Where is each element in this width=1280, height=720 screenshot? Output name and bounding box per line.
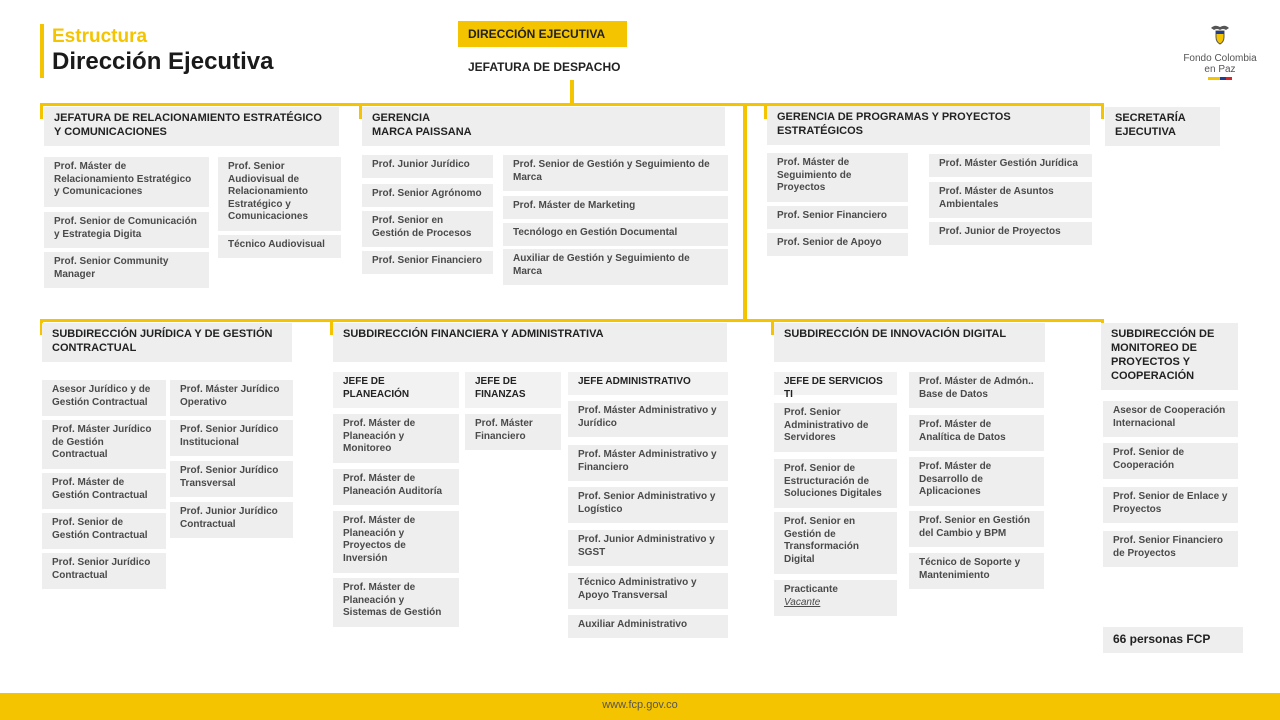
org-role-box: Prof. Senior de Apoyo (767, 233, 908, 256)
org-role-box: Tecnólogo en Gestión Documental (503, 223, 728, 246)
connector-line (40, 319, 1104, 322)
org-role-box: Auxiliar de Gestión y Seguimiento de Marca (503, 249, 728, 285)
org-role-box: Prof. Junior Jurídico Contractual (170, 502, 293, 538)
connector-line (743, 103, 747, 321)
subdireccion-financiera-header: SUBDIRECCIÓN FINANCIERA Y ADMINISTRATIVA (333, 323, 727, 362)
org-role-box: Prof. Senior Administrativo y Logístico (568, 487, 728, 523)
org-role-box: Prof. Máster Jurídico Operativo (170, 380, 293, 416)
org-role-box: Prof. Senior de Cooperación (1103, 443, 1238, 479)
org-role-box: Prof. Senior de Enlace y Proyectos (1103, 487, 1238, 523)
org-role-box: Asesor de Cooperación Internacional (1103, 401, 1238, 437)
org-role-box: Prof. Senior en Gestión del Cambio y BPM (909, 511, 1044, 547)
org-role-box: Prof. Máster de Marketing (503, 196, 728, 219)
jefe-planeacion-box: JEFE DE PLANEACIÓN (333, 372, 459, 408)
org-role-box: Prof. Senior en Gestión de Transformación Digital (774, 512, 897, 574)
page-title: Dirección Ejecutiva (52, 48, 274, 75)
title-accent-bar (40, 24, 44, 78)
org-role-box: Prof. Máster de Gestión Contractual (42, 473, 166, 509)
org-role-box: Técnico Audiovisual (218, 235, 341, 258)
org-role-box: Prof. Senior Jurídico Institucional (170, 420, 293, 456)
jefe-administrativo-box: JEFE ADMINISTRATIVO (568, 372, 728, 395)
org-role-box: Prof. Senior Audiovisual de Relacionamiento Estratégico y Comunicaciones (218, 157, 341, 231)
org-role-box: Prof. Senior Financiero (362, 251, 493, 274)
direccion-ejecutiva-box: DIRECCIÓN EJECUTIVA (458, 21, 627, 47)
subdireccion-juridica-header: SUBDIRECCIÓN JURÍDICA Y DE GESTIÓN CONTRACTUAL (42, 323, 292, 362)
org-role-box: Prof. Senior de Gestión Contractual (42, 513, 166, 549)
practicante-label: Practicante (784, 584, 838, 595)
org-role-box: Prof. Máster de Analítica de Datos (909, 415, 1044, 451)
org-role-box: Técnico Administrativo y Apoyo Transversal (568, 573, 728, 609)
org-role-box: Prof. Senior Agrónomo (362, 184, 493, 207)
org-role-box: Prof. Máster de Planeación y Monitoreo (333, 414, 459, 463)
gerencia-marca-title-line1: GERENCIA (372, 112, 431, 124)
org-role-box: Prof. Máster Gestión Jurídica (929, 154, 1092, 177)
org-role-box: Prof. Junior Administrativo y SGST (568, 530, 728, 566)
org-role-box: Prof. Senior en Gestión de Procesos (362, 211, 493, 247)
secretaria-ejecutiva-header: SECRETARÍA EJECUTIVA (1105, 107, 1220, 146)
connector-line (1101, 103, 1104, 119)
org-role-box: Prof. Máster Financiero (465, 414, 561, 450)
logo-line1: Fondo Colombia (1183, 53, 1257, 64)
connector-line (570, 80, 574, 104)
footer-bar (0, 693, 1280, 720)
org-role-box: Prof. Máster de Asuntos Ambientales (929, 182, 1092, 218)
org-role-box: Prof. Senior Community Manager (44, 252, 209, 288)
org-role-box: Prof. Senior de Gestión y Seguimiento de Marca (503, 155, 728, 191)
gerencia-programas-header: GERENCIA DE PROGRAMAS Y PROYECTOS ESTRATÉGICOS (767, 106, 1090, 145)
vacante-status: Vacante (784, 596, 821, 608)
jefatura-despacho-label: JEFATURA DE DESPACHO (468, 60, 621, 74)
gerencia-marca-header (362, 107, 725, 146)
practicante-box (774, 580, 897, 616)
subdireccion-monitoreo-header: SUBDIRECCIÓN DE MONITOREO DE PROYECTOS Y COOPERACIÓN (1101, 323, 1238, 390)
org-role-box: Prof. Senior Jurídico Transversal (170, 461, 293, 497)
footer-url[interactable]: www.fcp.gov.co (602, 699, 678, 711)
logo-line2: en Paz (1204, 64, 1236, 75)
org-role-box: Prof. Senior de Estructuración de Soluciones Digitales (774, 459, 897, 508)
org-role-box: Prof. Senior Financiero de Proyectos (1103, 531, 1238, 567)
fcp-logo (1176, 22, 1264, 82)
org-role-box: Auxiliar Administrativo (568, 615, 728, 638)
org-role-box: Prof. Máster de Seguimiento de Proyectos (767, 153, 908, 202)
org-role-box: Prof. Máster de Desarrollo de Aplicaciones (909, 457, 1044, 506)
subdireccion-innovacion-header: SUBDIRECCIÓN DE INNOVACIÓN DIGITAL (774, 323, 1045, 362)
jefatura-relacionamiento-header: JEFATURA DE RELACIONAMIENTO ESTRATÉGICO Y COMUNICACIONES (44, 107, 339, 146)
org-role-box: Asesor Jurídico y de Gestión Contractual (42, 380, 166, 416)
org-role-box: Prof. Senior Jurídico Contractual (42, 553, 166, 589)
org-role-box: Prof. Máster de Admón.. Base de Datos (909, 372, 1044, 408)
org-role-box: Prof. Senior de Comunicación y Estrategia Digita (44, 212, 209, 248)
org-role-box: Prof. Máster de Planeación y Proyectos de Inversión (333, 511, 459, 573)
org-role-box: Prof. Máster Jurídico de Gestión Contractual (42, 420, 166, 469)
coat-of-arms-icon (1208, 22, 1232, 46)
total-staff-badge: 66 personas FCP (1103, 627, 1243, 653)
jefe-servicios-ti-box: JEFE DE SERVICIOS TI (774, 372, 897, 395)
org-role-box: Prof. Máster de Planeación y Sistemas de Gestión (333, 578, 459, 627)
org-role-box: Prof. Senior Administrativo de Servidores (774, 403, 897, 452)
org-role-box: Prof. Máster de Planeación Auditoría (333, 469, 459, 505)
org-role-box: Prof. Junior Jurídico (362, 155, 493, 178)
org-role-box: Prof. Senior Financiero (767, 206, 908, 229)
flag-stripe (1208, 77, 1232, 80)
gerencia-marca-title-line2: MARCA PAISSANA (372, 126, 472, 138)
org-role-box: Prof. Máster Administrativo y Financiero (568, 445, 728, 481)
org-role-box: Prof. Máster de Relacionamiento Estratégico y Comunicaciones (44, 157, 209, 207)
jefe-finanzas-box: JEFE DE FINANZAS (465, 372, 561, 408)
org-role-box: Técnico de Soporte y Mantenimiento (909, 553, 1044, 589)
connector-line (40, 103, 43, 119)
org-role-box: Prof. Máster Administrativo y Jurídico (568, 401, 728, 437)
org-role-box: Prof. Junior de Proyectos (929, 222, 1092, 245)
page-kicker: Estructura (52, 26, 148, 47)
